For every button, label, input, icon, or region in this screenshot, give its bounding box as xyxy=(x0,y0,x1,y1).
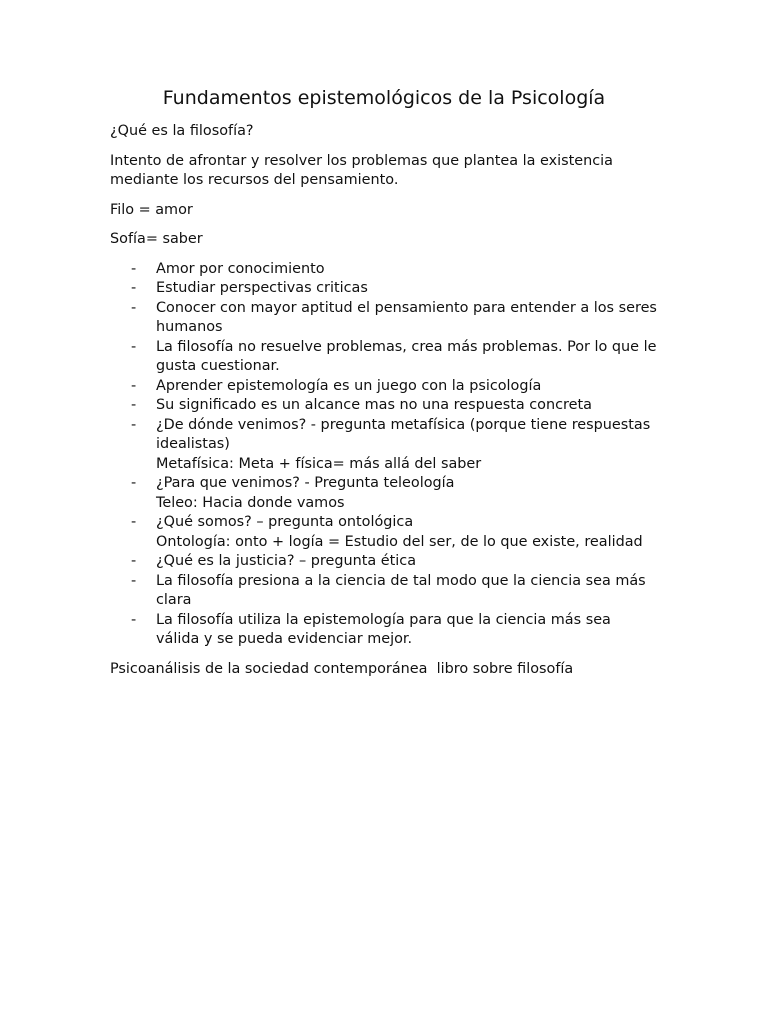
list-bullet: - xyxy=(131,553,137,569)
list-item-text: ¿Qué somos? – pregunta ontológica xyxy=(156,514,414,530)
list-bullet: - xyxy=(131,572,137,589)
list-item xyxy=(110,513,658,552)
list-item xyxy=(110,474,658,513)
list-item-text: La filosofía no resuelve problemas, crea más problemas. Por lo que le gusta cuestionar. xyxy=(156,338,657,374)
filo-paragraph: Filo = amor xyxy=(110,201,193,218)
list-bullet: - xyxy=(131,280,137,296)
list-item xyxy=(110,260,658,280)
list-item-text: Aprender epistemología es un juego con la psicología xyxy=(156,377,542,394)
list-item xyxy=(110,299,658,338)
list-item xyxy=(110,338,658,377)
list-item-text: ¿Para que venimos? - Pregunta teleología xyxy=(156,475,455,491)
list-bullet: - xyxy=(131,377,137,394)
list-item xyxy=(110,552,658,572)
list-bullet: - xyxy=(131,260,137,277)
list-item-text: Amor por conocimiento xyxy=(156,260,325,277)
list-item xyxy=(110,611,658,650)
list-item-text: ¿Qué es la justicia? – pregunta ética xyxy=(156,553,417,569)
list-bullet: - xyxy=(131,611,137,628)
list-item-subtext: Metafísica: Meta + física= más allá del saber xyxy=(156,455,482,472)
list-item xyxy=(110,396,658,416)
list-bullet: - xyxy=(131,299,137,316)
dash-list xyxy=(110,260,658,650)
list-item-text: La filosofía utiliza la epistemología para que la ciencia más sea válida y se pueda evidenciar mejor. xyxy=(156,611,611,647)
list-item xyxy=(110,377,658,397)
definition-paragraph: Intento de afrontar y resolver los problemas que plantea la existencia mediante los recursos del pensamiento. xyxy=(110,152,613,188)
list-item-subtext: Teleo: Hacia donde vamos xyxy=(156,494,345,511)
list-bullet: - xyxy=(131,475,137,491)
closing-paragraph: Psicoanálisis de la sociedad contemporánea libro sobre filosofía xyxy=(110,660,574,677)
list-item-text: Su significado es un alcance mas no una respuesta concreta xyxy=(156,397,592,413)
sofia-paragraph: Sofía= saber xyxy=(110,231,203,247)
list-item-text: Estudiar perspectivas criticas xyxy=(156,280,368,296)
list-bullet: - xyxy=(131,338,137,355)
document-title: Fundamentos epistemológicos de la Psicología xyxy=(162,87,606,109)
question-paragraph: ¿Qué es la filosofía? xyxy=(110,123,254,139)
list-bullet: - xyxy=(131,514,137,530)
list-item-text: ¿De dónde venimos? - pregunta metafísica (porque tiene respuestas idealistas) xyxy=(156,416,651,452)
list-item xyxy=(110,572,658,611)
list-bullet: - xyxy=(131,397,137,413)
list-item-subtext: Ontología: onto + logía = Estudio del ser, de lo que existe, realidad xyxy=(156,533,643,550)
list-item-text: La filosofía presiona a la ciencia de tal modo que la ciencia sea más clara xyxy=(156,572,646,608)
list-item-text: Conocer con mayor aptitud el pensamiento para entender a los seres humanos xyxy=(156,299,657,335)
list-bullet: - xyxy=(131,416,137,433)
list-item xyxy=(110,416,658,475)
list-item xyxy=(110,279,658,299)
